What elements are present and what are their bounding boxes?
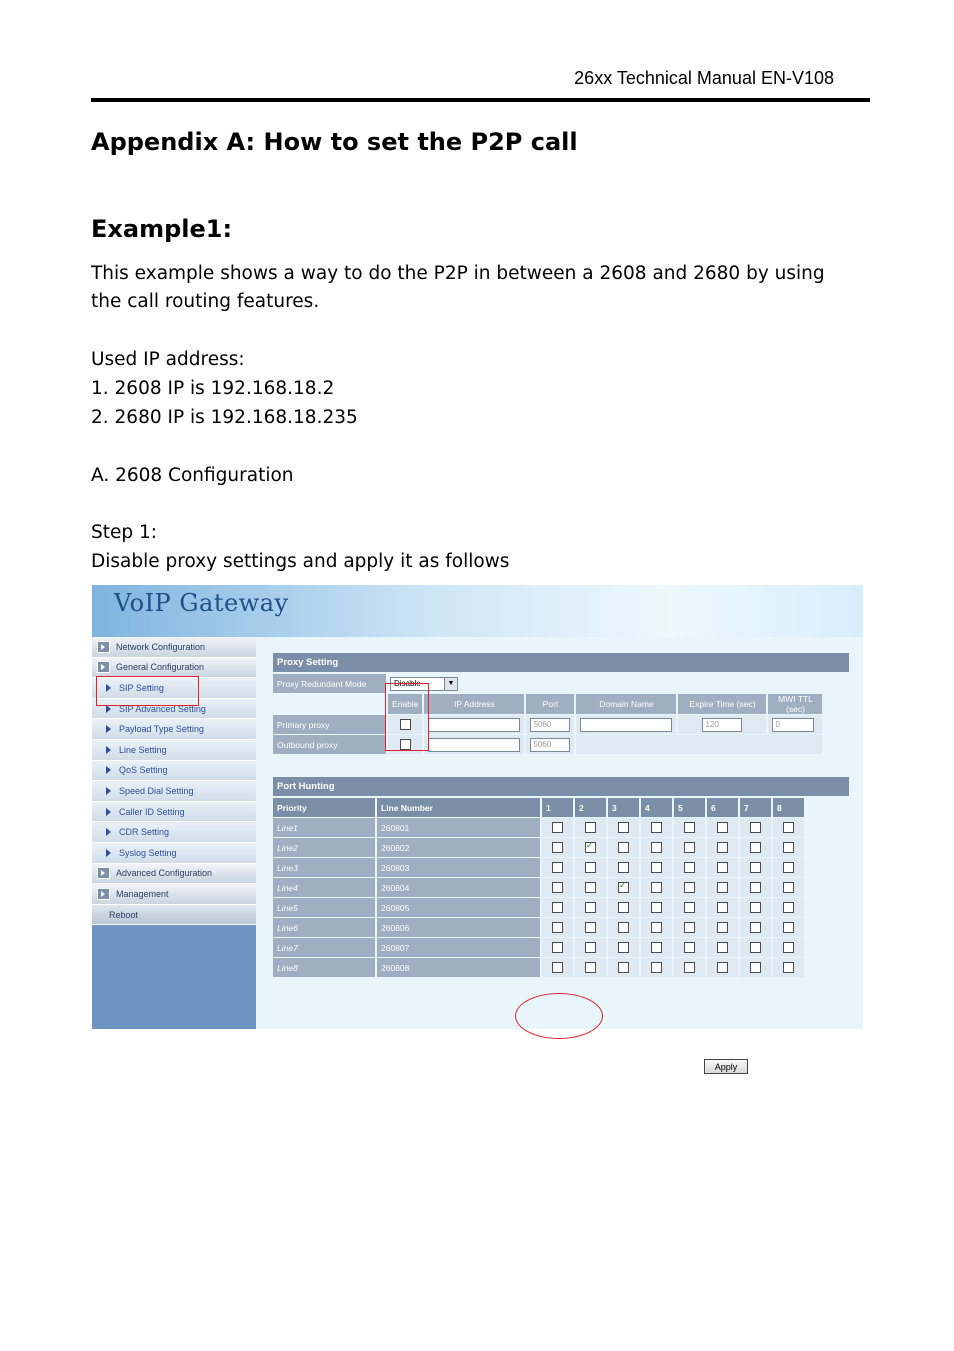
port-hunting-checkbox[interactable]: [618, 922, 629, 933]
port-hunting-checkbox[interactable]: [651, 882, 662, 893]
sidebar-item-qos-setting[interactable]: [92, 761, 256, 782]
primary-proxy-mwi-input[interactable]: 0: [772, 718, 814, 732]
port-hunting-checkbox[interactable]: [618, 962, 629, 973]
port-hunting-title: Port Hunting: [273, 777, 849, 796]
port-hunting-checkbox[interactable]: [783, 962, 794, 973]
proxy-redundant-select[interactable]: Disable ▼: [390, 677, 458, 691]
port-hunting-checkbox[interactable]: [717, 882, 728, 893]
sidebar-item-label: Caller ID Setting: [119, 806, 185, 817]
proxy-column-header: Expire Time (sec): [678, 694, 766, 714]
sidebar-item-syslog-setting[interactable]: [92, 843, 256, 864]
port-hunting-checkbox[interactable]: [717, 962, 728, 973]
sidebar-item-label: Reboot: [109, 909, 139, 920]
enable-column-highlight: [385, 683, 429, 751]
bullet-arrow-icon: [106, 725, 111, 733]
table-row: [273, 938, 804, 957]
apply-highlight: [515, 993, 603, 1039]
expand-arrow-icon: [97, 641, 110, 653]
port-hunting-checkbox[interactable]: [552, 862, 563, 873]
table-row: [273, 858, 804, 877]
port-column-header: 8: [773, 798, 804, 817]
port-hunting-checkbox[interactable]: [585, 922, 596, 933]
line-number: 260804: [377, 878, 540, 897]
port-hunting-checkbox[interactable]: [684, 902, 695, 913]
port-hunting-checkbox[interactable]: [552, 942, 563, 953]
port-hunting-checkbox[interactable]: [750, 882, 761, 893]
outbound-proxy-ip-input[interactable]: [428, 738, 520, 752]
outbound-proxy-label: Outbound proxy: [273, 735, 386, 754]
sidebar-item-network-configuration[interactable]: [92, 637, 256, 658]
port-hunting-checkbox[interactable]: [783, 822, 794, 833]
port-column-header: 6: [707, 798, 738, 817]
port-hunting-checkbox[interactable]: [684, 822, 695, 833]
line-number: 260807: [377, 938, 540, 957]
port-hunting-checkbox[interactable]: [684, 922, 695, 933]
port-hunting-checkbox[interactable]: [717, 842, 728, 853]
port-hunting-checkbox[interactable]: [750, 822, 761, 833]
example-heading: Example1:: [91, 215, 233, 243]
port-hunting-checkbox[interactable]: [717, 902, 728, 913]
port-hunting-checkbox[interactable]: [750, 862, 761, 873]
primary-proxy-domain-input[interactable]: [580, 718, 672, 732]
line-number: 260806: [377, 918, 540, 937]
line-number: 260803: [377, 858, 540, 877]
primary-proxy-expire-input[interactable]: 120: [702, 718, 742, 732]
sidebar-item-advanced-configuration[interactable]: [92, 864, 256, 885]
gateway-logo: VoIP Gateway: [114, 589, 289, 617]
port-hunting-checkbox[interactable]: [585, 822, 596, 833]
sidebar-item-label: General Configuration: [116, 662, 205, 673]
intro-line-1: This example shows a way to do the P2P in between a 2608 and 2680 by using: [91, 263, 825, 284]
line-label: Line2: [273, 838, 375, 857]
sidebar-item-reboot[interactable]: [92, 905, 256, 926]
port-hunting-checkbox[interactable]: [618, 942, 629, 953]
line-label: Line4: [273, 878, 375, 897]
sidebar-item-caller-id-setting[interactable]: [92, 802, 256, 823]
sidebar-item-cdr-setting[interactable]: [92, 822, 256, 843]
voip-gateway-screenshot: [92, 585, 863, 1072]
bullet-arrow-icon: [106, 828, 111, 836]
line-label: Line5: [273, 898, 375, 917]
bullet-arrow-icon: [106, 746, 111, 754]
port-hunting-checkbox[interactable]: [552, 842, 563, 853]
port-hunting-checkbox[interactable]: [783, 862, 794, 873]
port-hunting-checkbox[interactable]: [585, 942, 596, 953]
sidebar-item-label: Management: [116, 888, 169, 899]
proxy-column-header: IP Address: [424, 694, 524, 714]
sidebar-item-speed-dial-setting[interactable]: [92, 781, 256, 802]
port-hunting-checkbox[interactable]: [750, 942, 761, 953]
table-row: [273, 818, 804, 837]
port-hunting-checkbox[interactable]: [651, 942, 662, 953]
page-header: 26xx Technical Manual EN-V108: [574, 68, 834, 88]
line-number: 260801: [377, 818, 540, 837]
port-hunting-checkbox[interactable]: [684, 842, 695, 853]
primary-proxy-label: Primary proxy: [273, 715, 386, 734]
proxy-column-header: Domain Name: [576, 694, 676, 714]
port-hunting-table: [271, 797, 806, 978]
port-hunting-checkbox[interactable]: [783, 942, 794, 953]
ip-item-2: 2. 2680 IP is 192.168.18.235: [91, 407, 358, 428]
sidebar-item-payload-type-setting[interactable]: [92, 719, 256, 740]
proxy-table: [271, 673, 824, 755]
used-ip-label: Used IP address:: [91, 349, 245, 370]
port-hunting-checkbox[interactable]: [552, 822, 563, 833]
table-row: [273, 878, 804, 897]
port-hunting-checkbox[interactable]: [684, 862, 695, 873]
port-hunting-checkbox[interactable]: [585, 842, 596, 853]
header-rule: [91, 98, 870, 102]
port-hunting-checkbox[interactable]: [783, 882, 794, 893]
sidebar-item-label: Line Setting: [119, 744, 167, 755]
port-hunting-checkbox[interactable]: [618, 822, 629, 833]
sidebar-item-management[interactable]: [92, 884, 256, 905]
sidebar-item-label: SIP Setting: [119, 682, 164, 693]
line-number: 260808: [377, 958, 540, 977]
line-number: 260805: [377, 898, 540, 917]
sip-setting-highlight: [96, 676, 199, 706]
line-label: Line1: [273, 818, 375, 837]
sidebar-item-label: Payload Type Setting: [119, 724, 204, 735]
outbound-proxy-port-input[interactable]: 5060: [530, 738, 570, 752]
table-row: [273, 918, 804, 937]
table-row: [273, 958, 804, 977]
port-hunting-checkbox[interactable]: [651, 902, 662, 913]
port-hunting-checkbox[interactable]: [684, 882, 695, 893]
gateway-banner: [92, 585, 863, 637]
chevron-down-icon: ▼: [444, 678, 457, 690]
proxy-column-header: Enable: [388, 694, 422, 714]
expand-arrow-icon: [97, 867, 110, 879]
port-hunting-checkbox[interactable]: [585, 882, 596, 893]
port-hunting-checkbox[interactable]: [651, 842, 662, 853]
sidebar-item-label: Speed Dial Setting: [119, 785, 194, 796]
line-label: Line7: [273, 938, 375, 957]
bullet-arrow-icon: [106, 849, 111, 857]
port-column-header: 2: [575, 798, 606, 817]
table-row: [273, 838, 804, 857]
port-hunting-checkbox[interactable]: [618, 882, 629, 893]
port-hunting-checkbox[interactable]: [717, 922, 728, 933]
port-hunting-checkbox[interactable]: [552, 922, 563, 933]
primary-proxy-ip-input[interactable]: [428, 718, 520, 732]
port-hunting-checkbox[interactable]: [552, 902, 563, 913]
expand-arrow-icon: [97, 888, 110, 900]
port-hunting-checkbox[interactable]: [618, 842, 629, 853]
proxy-column-header: MWI TTL (sec): [768, 694, 822, 714]
line-number-header: Line Number: [377, 798, 540, 817]
content-area: [256, 637, 863, 1072]
port-column-header: 1: [542, 798, 573, 817]
port-hunting-checkbox[interactable]: [552, 962, 563, 973]
sidebar-item-line-setting[interactable]: [92, 740, 256, 761]
sidebar-item-label: SIP Advanced Setting: [119, 703, 206, 714]
port-hunting-checkbox[interactable]: [750, 842, 761, 853]
port-hunting-checkbox[interactable]: [750, 902, 761, 913]
sidebar-item-label: Network Configuration: [116, 641, 206, 652]
port-hunting-checkbox[interactable]: [783, 922, 794, 933]
port-hunting-checkbox[interactable]: [651, 962, 662, 973]
line-label: Line8: [273, 958, 375, 977]
proxy-setting-title: Proxy Setting: [273, 653, 849, 672]
bullet-arrow-icon: [106, 808, 111, 816]
port-hunting-checkbox[interactable]: [717, 942, 728, 953]
port-column-header: 7: [740, 798, 771, 817]
expand-arrow-icon: [97, 661, 110, 673]
primary-proxy-port-input[interactable]: 5060: [530, 718, 570, 732]
config-title: A. 2608 Configuration: [91, 465, 294, 486]
sidebar-item-label: CDR Setting: [119, 827, 170, 838]
port-column-header: 4: [641, 798, 672, 817]
port-column-header: 5: [674, 798, 705, 817]
step-description: Disable proxy settings and apply it as follows: [91, 551, 510, 572]
apply-button[interactable]: Apply: [704, 1059, 748, 1074]
port-hunting-checkbox[interactable]: [684, 942, 695, 953]
port-hunting-checkbox[interactable]: [783, 902, 794, 913]
sidebar-item-label: Advanced Configuration: [116, 868, 213, 879]
priority-header: Priority: [273, 798, 375, 817]
port-hunting-checkbox[interactable]: [750, 922, 761, 933]
port-hunting-checkbox[interactable]: [585, 862, 596, 873]
port-hunting-checkbox[interactable]: [552, 882, 563, 893]
ip-item-1: 1. 2608 IP is 192.168.18.2: [91, 378, 335, 399]
port-hunting-checkbox[interactable]: [717, 822, 728, 833]
port-hunting-checkbox[interactable]: [684, 962, 695, 973]
port-hunting-checkbox[interactable]: [585, 962, 596, 973]
port-hunting-checkbox[interactable]: [651, 922, 662, 933]
line-label: Line6: [273, 918, 375, 937]
appendix-heading: Appendix A: How to set the P2P call: [91, 128, 578, 156]
intro-line-2: the call routing features.: [91, 291, 320, 312]
proxy-column-header: Port: [526, 694, 574, 714]
table-row: [273, 898, 804, 917]
port-hunting-checkbox[interactable]: [651, 822, 662, 833]
line-label: Line3: [273, 858, 375, 877]
bullet-arrow-icon: [106, 787, 111, 795]
port-column-header: 3: [608, 798, 639, 817]
step-label: Step 1:: [91, 522, 158, 543]
port-hunting-checkbox[interactable]: [651, 862, 662, 873]
line-number: 260802: [377, 838, 540, 857]
bullet-arrow-icon: [106, 766, 111, 774]
port-hunting-checkbox[interactable]: [618, 862, 629, 873]
port-hunting-checkbox[interactable]: [783, 842, 794, 853]
port-hunting-checkbox[interactable]: [585, 902, 596, 913]
port-hunting-checkbox[interactable]: [717, 862, 728, 873]
sidebar-item-label: QoS Setting: [119, 765, 168, 776]
port-hunting-checkbox[interactable]: [618, 902, 629, 913]
sidebar-item-label: Syslog Setting: [119, 847, 177, 858]
port-hunting-checkbox[interactable]: [750, 962, 761, 973]
proxy-redundant-label: Proxy Redundant Mode: [273, 674, 386, 693]
